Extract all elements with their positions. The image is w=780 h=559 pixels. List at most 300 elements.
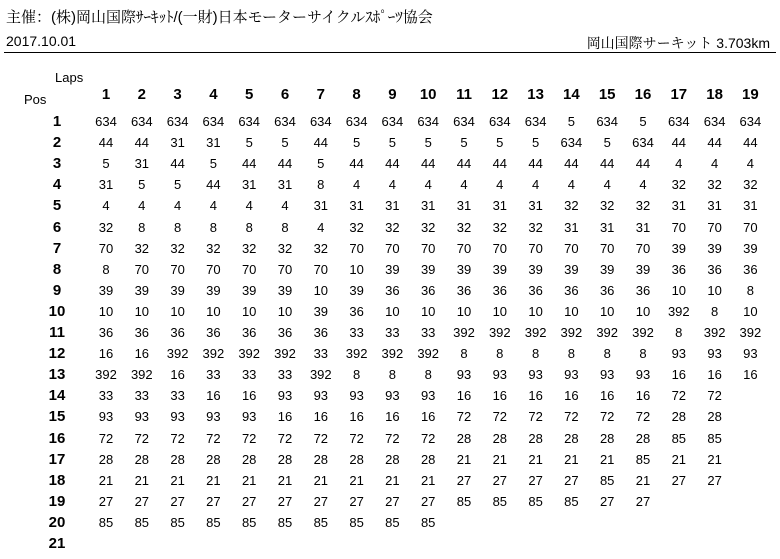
rider-number-cell: 8 [209,219,217,235]
rider-number-cell: 21 [98,472,114,488]
rider-number-cell: 5 [460,135,468,151]
lap-header: 1 [101,86,111,103]
rider-number-cell: 4 [102,198,110,214]
rider-number-cell: 4 [567,177,575,193]
rider-number-cell: 39 [743,240,758,256]
rider-number-cell: 634 [560,135,583,151]
lap-header: 10 [419,86,437,103]
rider-number-cell: 85 [420,514,436,530]
position-label: 13 [48,366,66,384]
rider-number-cell: 4 [388,177,396,193]
rider-number-cell: 4 [460,177,468,193]
rider-number-cell: 28 [98,451,114,467]
rider-number-cell: 28 [456,430,472,446]
rider-number-cell: 21 [707,451,722,467]
rider-number-cell: 392 [130,367,153,383]
rider-number-cell: 392 [703,325,726,340]
rider-number-cell: 93 [599,367,615,383]
rider-number-cell: 16 [313,409,329,425]
rider-number-cell: 4 [209,198,217,214]
rider-number-cell: 5 [102,156,110,172]
rider-number-cell: 27 [599,493,615,509]
rider-number-cell: 70 [206,261,221,277]
rider-number-cell: 21 [385,472,400,488]
rider-number-cell: 8 [173,219,182,235]
rider-number-cell: 36 [170,325,185,340]
rider-number-cell: 8 [317,177,325,193]
rider-number-cell: 392 [95,367,117,383]
rider-number-cell: 8 [710,303,719,319]
rider-number-cell: 16 [241,388,257,404]
position-label: 17 [48,450,66,468]
rider-number-cell: 32 [420,219,436,235]
rider-number-cell: 44 [349,156,364,172]
rider-number-cell: 31 [492,198,508,214]
rider-number-cell: 31 [564,219,579,235]
rider-number-cell: 36 [492,282,508,298]
rider-number-cell: 8 [675,325,683,340]
rider-number-cell: 28 [385,451,400,467]
rider-number-cell: 10 [206,303,221,319]
rider-number-cell: 27 [277,493,293,509]
position-label: 6 [52,218,62,236]
rider-number-cell: 28 [671,409,687,425]
rider-number-cell: 10 [349,261,364,277]
rider-number-cell: 39 [313,303,329,319]
lap-header: 19 [742,86,759,103]
position-label: 12 [48,345,66,363]
rider-number-cell: 72 [277,430,293,446]
rider-number-cell: 27 [385,493,400,509]
rider-number-cell: 21 [599,451,615,467]
rider-number-cell: 33 [385,325,400,340]
rider-number-cell: 392 [345,346,368,362]
laps-axis-label: Laps [55,70,84,85]
rider-number-cell: 28 [313,451,329,467]
position-label: 18 [48,471,66,489]
rider-number-cell: 39 [671,240,687,256]
rider-number-cell: 70 [599,240,615,256]
rider-number-cell: 28 [277,451,293,467]
rider-number-cell: 44 [456,156,472,172]
rider-number-cell: 4 [710,156,719,172]
rider-number-cell: 8 [138,219,146,235]
rider-number-cell: 70 [385,240,400,256]
rider-number-cell: 32 [313,240,329,256]
rider-number-cell: 392 [381,346,404,362]
rider-number-cell: 72 [599,409,615,425]
rider-number-cell: 44 [241,156,257,172]
rider-number-cell: 392 [309,367,332,383]
rider-number-cell: 39 [456,261,472,277]
rider-number-cell: 44 [492,156,508,172]
organizer-title: 主催：(株)岡山国際ｻｰｷｯﾄ/(一財)日本モーターサイクルｽﾎﾟｰﾂ協会 [6,9,433,26]
rider-number-cell: 5 [567,114,575,129]
rider-number-cell: 39 [564,261,579,277]
rider-number-cell: 32 [707,177,722,193]
rider-number-cell: 31 [206,135,221,151]
rider-number-cell: 27 [564,472,579,488]
rider-number-cell: 21 [134,472,150,488]
rider-number-cell: 28 [349,451,364,467]
rider-number-cell: 44 [98,135,114,151]
rider-number-cell: 44 [170,156,185,172]
rider-number-cell: 10 [635,303,651,319]
rider-number-cell: 44 [420,156,436,172]
rider-number-cell: 33 [206,367,221,383]
position-label: 14 [48,387,66,405]
rider-number-cell: 28 [599,430,615,446]
rider-number-cell: 634 [345,114,368,129]
lap-header: 14 [563,86,580,103]
rider-number-cell: 72 [385,430,400,446]
rider-number-cell: 44 [707,135,722,151]
rider-number-cell: 93 [743,346,758,362]
rider-number-cell: 8 [352,367,361,383]
rider-number-cell: 392 [667,303,690,319]
rider-number-cell: 27 [134,493,150,509]
rider-number-cell: 634 [166,114,189,129]
rider-number-cell: 28 [170,451,185,467]
rider-number-cell: 16 [134,346,150,362]
rider-number-cell: 31 [528,198,543,214]
rider-number-cell: 634 [524,114,547,129]
rider-number-cell: 392 [524,325,547,340]
rider-number-cell: 70 [170,261,185,277]
rider-number-cell: 72 [635,409,651,425]
rider-number-cell: 392 [274,346,296,362]
rider-number-cell: 33 [349,325,364,340]
rider-number-cell: 634 [632,135,654,151]
rider-number-cell: 634 [453,114,475,129]
rider-number-cell: 392 [596,325,619,340]
rider-number-cell: 27 [349,493,364,509]
rider-number-cell: 85 [707,430,722,446]
rider-number-cell: 93 [420,388,436,404]
rider-number-cell: 10 [277,303,293,319]
rider-number-cell: 70 [492,240,508,256]
rider-number-cell: 31 [277,177,293,193]
rider-number-cell: 36 [313,325,329,340]
position-label: 8 [52,260,62,278]
rider-number-cell: 10 [707,282,722,298]
rider-number-cell: 44 [134,135,150,151]
rider-number-cell: 31 [599,219,615,235]
rider-number-cell: 72 [134,430,150,446]
circuit-name: 岡山国際サーキット 3.703km [586,35,770,51]
position-label: 16 [48,429,66,447]
rider-number-cell: 16 [707,367,722,383]
rider-number-cell: 39 [420,261,436,277]
rider-number-cell: 36 [528,282,543,298]
rider-number-cell: 28 [241,451,257,467]
rider-number-cell: 27 [635,493,651,509]
rider-number-cell: 70 [277,261,293,277]
rider-number-cell: 93 [349,388,364,404]
rider-number-cell: 39 [707,240,722,256]
rider-number-cell: 72 [564,409,579,425]
rider-number-cell: 634 [238,114,261,129]
rider-number-cell: 16 [277,409,293,425]
rider-number-cell: 27 [456,472,472,488]
rider-number-cell: 28 [564,430,579,446]
rider-number-cell: 28 [635,430,651,446]
rider-number-cell: 5 [388,135,396,151]
rider-number-cell: 5 [424,135,432,151]
rider-number-cell: 31 [349,198,364,214]
lap-header: 8 [352,86,361,103]
rider-number-cell: 27 [241,493,257,509]
rider-number-cell: 4 [138,198,146,214]
rider-number-cell: 27 [98,493,114,509]
pos-axis-label: Pos [24,92,47,107]
rider-number-cell: 31 [241,177,257,193]
position-label: 3 [52,155,62,173]
rider-number-cell: 93 [385,388,400,404]
rider-number-cell: 21 [170,472,185,488]
rider-number-cell: 21 [313,472,329,488]
lap-header: 18 [706,86,723,103]
rider-number-cell: 70 [313,261,329,277]
rider-number-cell: 44 [206,177,221,193]
lap-header: 11 [456,86,472,103]
rider-number-cell: 85 [635,451,651,467]
rider-number-cell: 16 [671,367,687,383]
rider-number-cell: 392 [238,346,261,362]
rider-number-cell: 72 [707,388,722,404]
rider-number-cell: 44 [743,135,758,151]
rider-number-cell: 70 [456,240,472,256]
rider-number-cell: 36 [134,325,150,340]
rider-number-cell: 16 [98,346,114,362]
rider-number-cell: 32 [277,240,293,256]
rider-number-cell: 31 [456,198,472,214]
rider-number-cell: 93 [241,409,257,425]
rider-number-cell: 27 [528,472,543,488]
rider-number-cell: 36 [635,282,651,298]
position-label: 1 [52,113,62,130]
rider-number-cell: 21 [241,472,257,488]
rider-number-cell: 16 [420,409,436,425]
rider-number-cell: 28 [420,451,436,467]
lap-header: 17 [670,86,688,103]
rider-number-cell: 39 [134,282,150,298]
rider-number-cell: 28 [707,409,722,425]
rider-number-cell: 70 [349,240,364,256]
rider-number-cell: 44 [635,156,651,172]
rider-number-cell: 93 [635,367,651,383]
rider-number-cell: 4 [746,156,754,172]
position-label: 15 [48,408,66,426]
rider-number-cell: 10 [170,303,185,319]
rider-number-cell: 16 [170,367,185,383]
position-label: 7 [52,239,62,257]
rider-number-cell: 27 [313,493,329,509]
rider-number-cell: 44 [528,156,543,172]
rider-number-cell: 16 [206,388,221,404]
rider-number-cell: 16 [349,409,364,425]
position-label: 20 [48,513,66,531]
rider-number-cell: 93 [313,388,329,404]
rider-number-cell: 8 [567,346,575,362]
rider-number-cell: 392 [739,325,762,340]
rider-number-cell: 10 [134,303,150,319]
rider-number-cell: 5 [352,135,361,151]
rider-number-cell: 8 [531,346,540,362]
rider-number-cell: 72 [98,430,114,446]
lap-header: 13 [527,86,544,103]
rider-number-cell: 634 [381,114,404,129]
rider-number-cell: 8 [388,367,396,383]
position-label: 10 [48,302,66,320]
rider-number-cell: 10 [241,303,257,319]
rider-number-cell: 4 [245,198,253,214]
rider-number-cell: 72 [206,430,221,446]
rider-number-cell: 8 [746,282,754,298]
rider-number-cell: 72 [170,430,185,446]
rider-number-cell: 21 [456,451,472,467]
rider-number-cell: 392 [560,325,583,340]
rider-number-cell: 5 [138,177,146,193]
rider-number-cell: 32 [599,198,615,214]
rider-number-cell: 93 [98,409,114,425]
rider-number-cell: 85 [671,430,687,446]
rider-number-cell: 31 [671,198,687,214]
rider-number-cell: 10 [599,303,615,319]
rider-number-cell: 44 [564,156,579,172]
rider-number-cell: 36 [385,282,400,298]
rider-number-cell: 93 [134,409,150,425]
rider-number-cell: 93 [492,367,508,383]
rider-number-cell: 28 [134,451,150,467]
rider-number-cell: 33 [170,388,185,404]
rider-number-cell: 634 [596,114,619,129]
rider-number-cell: 31 [635,219,651,235]
rider-number-cell: 8 [281,219,289,235]
rider-number-cell: 8 [424,367,432,383]
rider-number-cell: 16 [743,367,758,383]
lap-header: 12 [491,86,509,103]
rider-number-cell: 16 [385,409,400,425]
rider-number-cell: 392 [166,346,189,362]
rider-number-cell: 28 [492,430,508,446]
rider-number-cell: 85 [170,514,185,530]
rider-number-cell: 32 [170,240,185,256]
rider-number-cell: 10 [420,303,436,319]
rider-number-cell: 70 [420,240,436,256]
rider-number-cell: 31 [134,156,150,172]
rider-number-cell: 10 [456,303,472,319]
rider-number-cell: 8 [102,261,110,277]
rider-number-cell: 27 [170,493,185,509]
rider-number-cell: 39 [98,282,114,298]
rider-number-cell: 21 [492,451,508,467]
rider-number-cell: 5 [496,135,504,151]
rider-number-cell: 93 [206,409,221,425]
rider-number-cell: 72 [349,430,364,446]
rider-number-cell: 39 [241,282,257,298]
position-label: 5 [52,197,62,215]
rider-number-cell: 32 [564,198,579,214]
rider-number-cell: 33 [277,367,293,383]
rider-number-cell: 21 [420,472,436,488]
rider-number-cell: 36 [671,261,687,277]
rider-number-cell: 21 [206,472,221,488]
rider-number-cell: 32 [456,219,472,235]
rider-number-cell: 93 [707,346,722,362]
rider-number-cell: 72 [671,388,687,404]
rider-number-cell: 16 [528,388,543,404]
rider-number-cell: 33 [98,388,114,404]
rider-number-cell: 634 [309,114,332,129]
rider-number-cell: 4 [603,177,611,193]
lap-header: 4 [209,86,218,103]
rider-number-cell: 5 [603,135,611,151]
rider-number-cell: 36 [206,325,221,340]
rider-number-cell: 634 [417,114,440,129]
position-label: 9 [52,281,62,299]
rider-number-cell: 31 [420,198,436,214]
rider-number-cell: 36 [277,325,293,340]
lap-header: 15 [598,86,616,103]
rider-number-cell: 85 [456,493,472,509]
lap-header: 6 [280,86,290,103]
rider-number-cell: 36 [743,261,758,277]
rider-number-cell: 10 [564,303,579,319]
rider-number-cell: 93 [564,367,579,383]
rider-number-cell: 16 [492,388,508,404]
rider-number-cell: 85 [98,514,114,530]
rider-number-cell: 70 [635,240,651,256]
rider-number-cell: 72 [241,430,257,446]
rider-number-cell: 4 [173,198,182,214]
rider-number-cell: 28 [528,430,543,446]
rider-number-cell: 634 [739,114,762,129]
rider-number-cell: 32 [635,198,651,214]
rider-number-cell: 44 [671,135,687,151]
rider-number-cell: 70 [241,261,257,277]
rider-number-cell: 10 [743,303,758,319]
rider-number-cell: 33 [420,325,436,340]
rider-number-cell: 392 [488,325,511,340]
rider-number-cell: 39 [349,282,364,298]
rider-number-cell: 32 [241,240,257,256]
rider-number-cell: 634 [667,114,690,129]
rider-number-cell: 392 [632,325,654,340]
rider-number-cell: 392 [453,325,475,340]
rider-number-cell: 8 [603,346,611,362]
rider-number-cell: 39 [528,261,543,277]
rider-number-cell: 21 [564,451,579,467]
rider-number-cell: 39 [206,282,221,298]
position-label: 2 [52,134,62,152]
rider-number-cell: 72 [456,409,472,425]
rider-number-cell: 16 [564,388,579,404]
position-label: 4 [52,176,62,194]
rider-number-cell: 31 [707,198,722,214]
rider-number-cell: 32 [385,219,400,235]
rider-number-cell: 16 [599,388,615,404]
rider-number-cell: 33 [313,346,329,362]
rider-number-cell: 10 [313,282,329,298]
rider-number-cell: 634 [488,114,511,129]
rider-number-cell: 32 [206,240,221,256]
rider-number-cell: 31 [313,198,329,214]
position-label: 21 [48,535,66,552]
rider-number-cell: 27 [707,472,722,488]
rider-number-cell: 93 [528,367,543,383]
rider-number-cell: 44 [277,156,293,172]
